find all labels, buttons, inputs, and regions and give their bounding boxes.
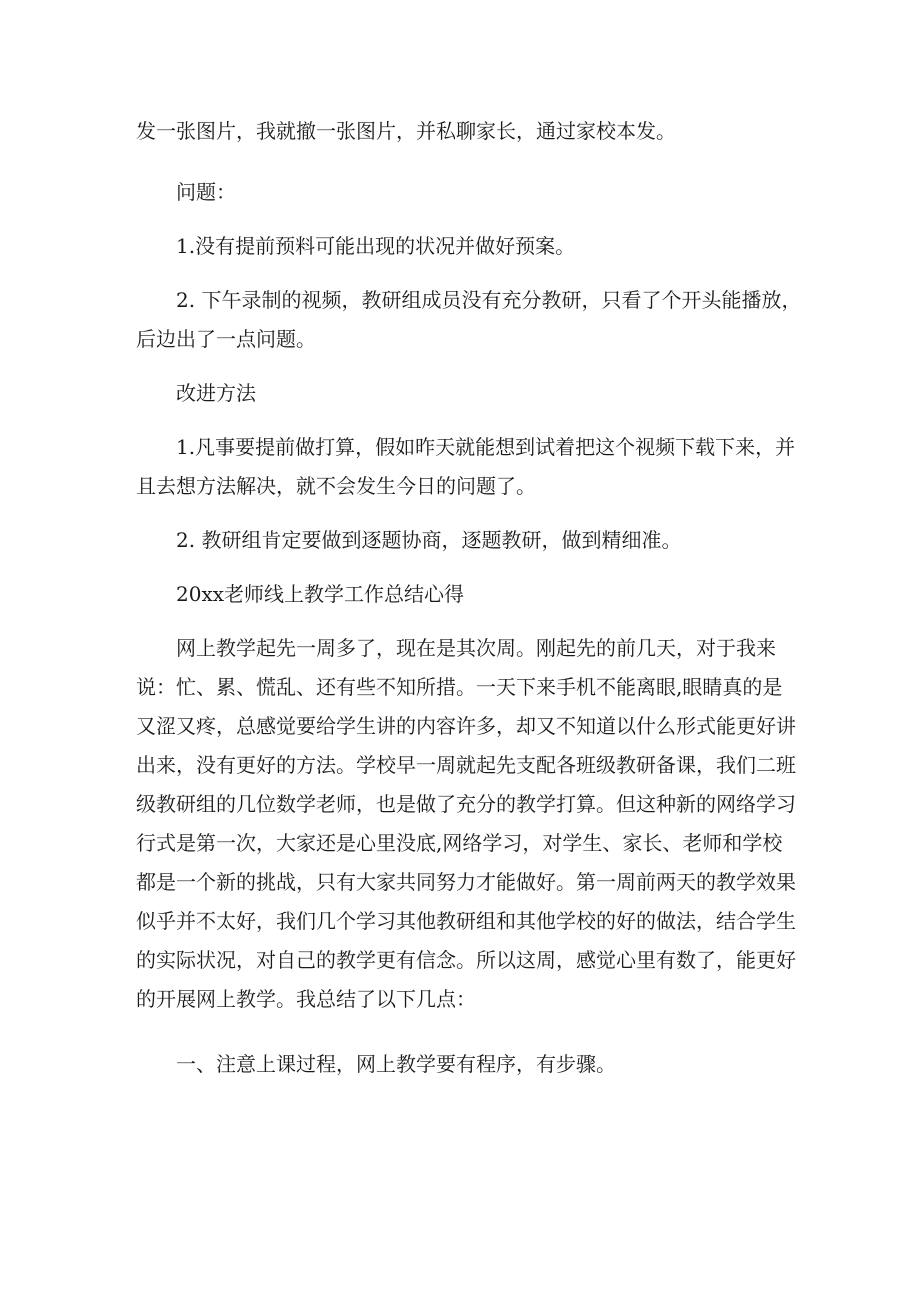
heading-problems: 问题：: [176, 180, 236, 204]
paragraph-line: 都是一个新的挑战，只有大家共同努力才能做好。第一周前两天的教学效果: [136, 870, 796, 894]
improvement-item-2: 2. 教研组肯定要做到逐题协商，逐题教研，做到精细准。: [176, 528, 682, 552]
text-line: 发一张图片，我就撤一张图片，并私聊家长，通过家校本发。: [136, 119, 676, 143]
paragraph-line: 说：忙、累、慌乱、还有些不知所措。一天下来手机不能离眼,眼睛真的是: [136, 675, 783, 699]
document-body: [136, 112, 802, 1084]
paragraph-line: 又涩又疼，总感觉要给学生讲的内容许多，却又不知道以什么形式能更好讲: [136, 714, 796, 738]
paragraph-line: 行式是第一次，大家还是心里没底,网络学习，对学生、家长、老师和学校: [136, 831, 783, 855]
body-paragraph: [136, 629, 796, 1019]
problem-item-2-cont: 后边出了一点问题。: [136, 327, 316, 351]
paragraph-line: 的开展网上教学。我总结了以下几点：: [136, 987, 476, 1011]
improvement-item-1-cont: 且去想方法解决，就不会发生今日的问题了。: [136, 474, 536, 498]
paragraph-line: 级教研组的几位数学老师，也是做了充分的教学打算。但这种新的网络学习: [136, 792, 796, 816]
paragraph-line: 网上教学起先一周多了，现在是其次周。刚起先的前几天，对于我来: [176, 636, 776, 660]
heading-improvements: 改进方法: [176, 381, 256, 405]
section-title: 20xx老师线上教学工作总结心得: [176, 582, 465, 606]
list-item-1: 一、注意上课过程，网上教学要有程序，有步骤。: [176, 1052, 616, 1076]
paragraph-line: 似乎并不太好，我们几个学习其他教研组和其他学校的好的做法，结合学生: [136, 909, 796, 933]
problem-item-2: 2. 下午录制的视频，教研组成员没有充分教研，只看了个开头能播放，: [176, 288, 802, 312]
problem-item-1: 1.没有提前预料可能出现的状况并做好预案。: [176, 234, 576, 258]
paragraph-line: 的实际状况，对自己的教学更有信念。所以这周，感觉心里有数了，能更好: [136, 948, 796, 972]
improvement-item-1: 1.凡事要提前做打算，假如昨天就能想到试着把这个视频下载下来，并: [176, 435, 796, 459]
paragraph-line: 出来，没有更好的方法。学校早一周就起先支配各班级教研备课，我们二班: [136, 753, 796, 777]
